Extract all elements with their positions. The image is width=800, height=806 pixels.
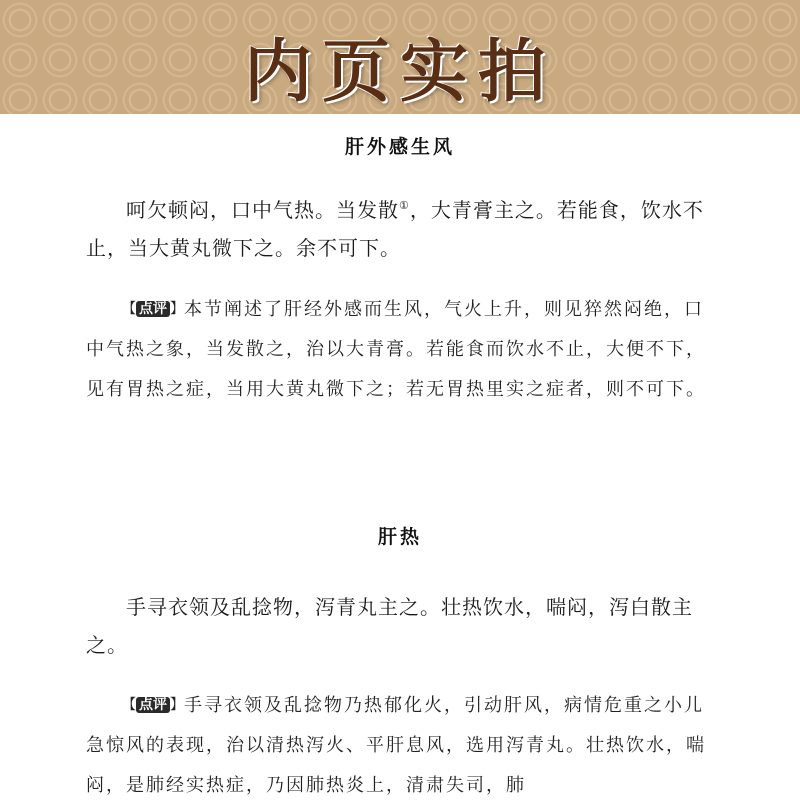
commentary-badge: 【 点评 】: [122, 301, 184, 317]
commentary-badge-label: 点评: [136, 301, 170, 317]
section-heading-liver-heat: 肝热: [377, 526, 422, 548]
section-paragraph: [86, 588, 706, 664]
commentary-text: 本节阐述了肝经外感而生风，气火上升，则见猝然闷绝，口中气热之象，当发散之，治以大青膏。若能食而饮水不止，大便不下，见有胃热之症，当用大黄丸微下之；若无胃热里实之症者，则不可下。: [86, 299, 706, 400]
paragraph-text-part1: 呵欠顿闷，口中气热。当发散: [126, 198, 399, 222]
commentary-block: [86, 686, 706, 806]
section-paragraph: [86, 191, 706, 267]
commentary-text: 手寻衣领及乱捻物乃热郁化火，引动肝风，病情危重之小儿急惊风的表现，治以清热泻火、平肝息风，选用泻青丸。壮热饮水，喘闷，是肺经实热症，乃因肺热炎上，清肃失司，肺: [86, 695, 706, 796]
footnote-marker: ①: [399, 199, 410, 212]
commentary-badge-label: 点评: [136, 697, 170, 713]
banner-title: 内页实拍: [243, 32, 556, 112]
commentary-block: [86, 290, 706, 410]
paragraph-text: 手寻衣领及乱捻物，泻青丸主之。壮热饮水，喘闷，泻白散主之。: [86, 595, 693, 657]
header-banner: [0, 0, 800, 114]
commentary-badge: 【 点评 】: [122, 697, 184, 713]
paragraph-text-part2: ，大青膏主之。若能食，饮水不止，当大黄丸微下之。余不可下。: [86, 198, 704, 260]
section-heading-liver-wind: 肝外感生风: [344, 136, 455, 158]
